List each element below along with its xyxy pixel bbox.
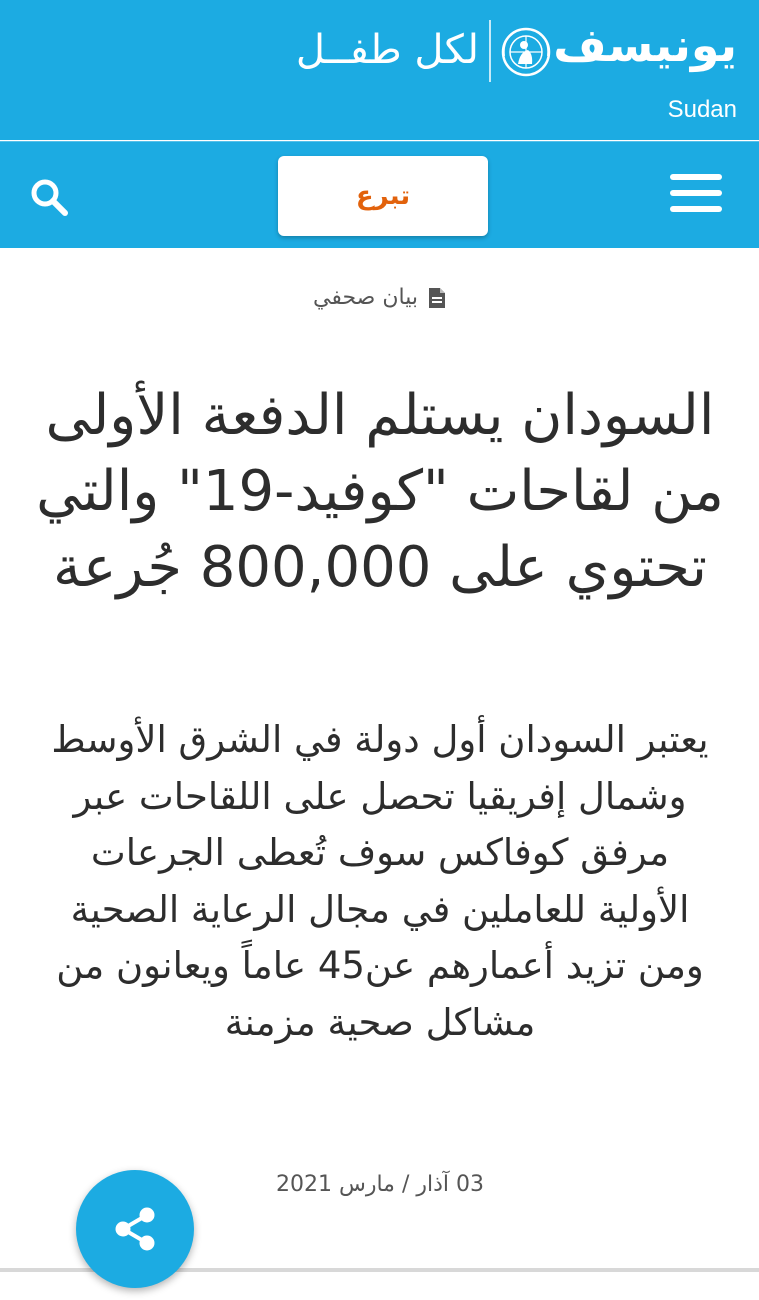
hamburger-menu-icon[interactable] xyxy=(670,174,722,218)
search-icon xyxy=(28,176,72,220)
donate-button[interactable]: تبرع xyxy=(278,156,488,236)
article-date: 03 آذار / مارس 2021 xyxy=(276,1172,484,1197)
share-icon xyxy=(107,1201,163,1257)
unicef-emblem-icon xyxy=(500,26,552,78)
brand-tagline: لكل طفــل xyxy=(295,27,479,73)
brand-name[interactable]: يونيسف xyxy=(553,18,737,72)
article-title: السودان يستلم الدفعة الأولى من لقاحات "كوفيد-19" والتي تحتوي على 800,000 جُرعة xyxy=(36,383,724,600)
category-label: بيان صحفي xyxy=(313,285,418,310)
document-icon xyxy=(428,287,446,309)
navigation-bar xyxy=(0,141,759,248)
brand-header xyxy=(0,0,759,140)
search-button[interactable] xyxy=(28,176,72,220)
brand-divider xyxy=(489,20,491,82)
brand-country: Sudan xyxy=(667,96,737,123)
article-subtitle: يعتبر السودان أول دولة في الشرق الأوسط وشمال إفريقيا تحصل على اللقاحات عبر مرفق كوفاكس سوف تُعطى الجرعات الأولية للعاملين في مجال الرعاية الصحية ومن تزيد أعمارهم عن45 عاماً ويعانون من مشاكل صحية مزمنة xyxy=(51,718,709,1044)
article-category xyxy=(0,285,759,310)
share-button[interactable] xyxy=(76,1170,194,1288)
